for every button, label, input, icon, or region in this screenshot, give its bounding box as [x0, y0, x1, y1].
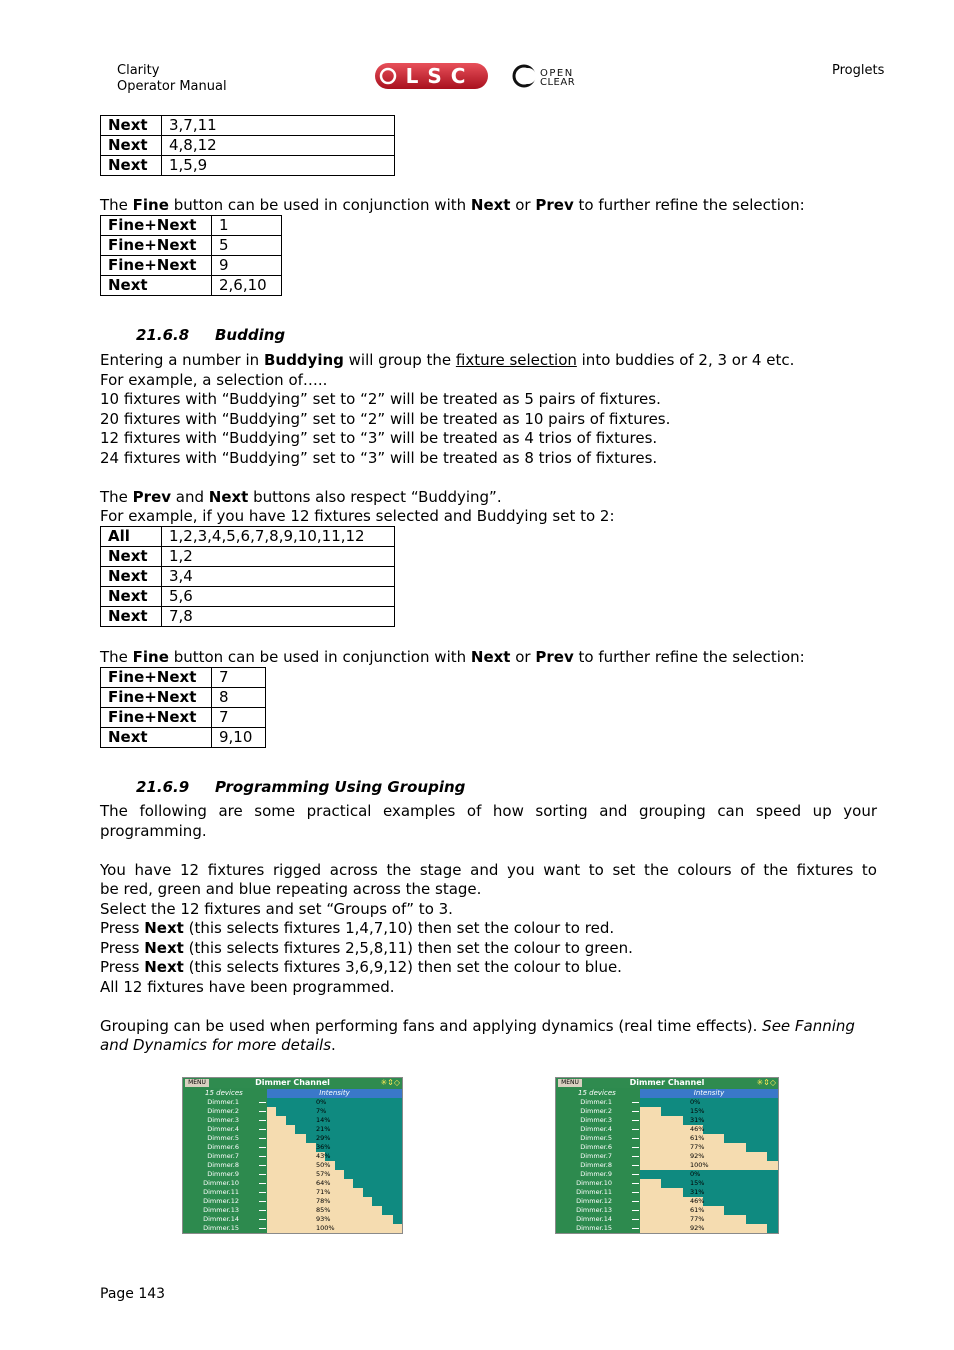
intensity-track [640, 1143, 778, 1152]
intensity-track [267, 1152, 402, 1161]
intensity-value: 77% [690, 1143, 705, 1151]
dimmer-name: Dimmer.10 [203, 1179, 239, 1187]
table-row: All 1,2,3,4,5,6,7,8,9,10,11,12 [101, 527, 395, 547]
programming-text: The following are some practical examples of how sorting and grouping can speed up your programming. You have 12 fixtures rigged across the stage and you want to set the colours of the fixtures to be red, green and blue repeating across the stage. Select the 12 fixtures and set “Groups of” to 3. Press Next (this selects fixtures 1,4,7,10) then set the colour to red. Press Next (this selects fixtures 2,5,8,11) then set the colour to green. Press Next (this selects fixtures 3,6,9,12) then set the colour to blue. All 12 fixtures have been programmed. Grouping can be used when performing fans and applying dynamics (real time effects). See Fanning and Dynamics for more details. [100, 802, 877, 1054]
row-tick [259, 1192, 266, 1193]
page-number: Page 143 [100, 1286, 166, 1302]
dimmer-name: Dimmer.7 [207, 1152, 239, 1160]
intensity-column-header: Intensity [267, 1089, 402, 1098]
menu-button[interactable]: MENU [185, 1079, 209, 1087]
dimmer-name: Dimmer.2 [207, 1107, 239, 1115]
intensity-track [267, 1143, 402, 1152]
toolbar-icons [756, 1079, 776, 1087]
intensity-track [267, 1179, 402, 1188]
menu-button[interactable]: MENU [558, 1079, 582, 1087]
row-tick [632, 1120, 639, 1121]
intensity-column-header: Intensity [640, 1089, 778, 1098]
svg-text:OPEN: OPEN [540, 68, 574, 79]
row-tick [632, 1183, 639, 1184]
intensity-track [267, 1170, 402, 1179]
list-item[interactable] [183, 1134, 402, 1143]
intensity-value: 0% [690, 1170, 701, 1178]
list-item[interactable] [183, 1206, 402, 1215]
row-tick [259, 1147, 266, 1148]
list-item[interactable] [183, 1152, 402, 1161]
sun-icon: ✳ [756, 1078, 764, 1087]
row-tick [632, 1228, 639, 1229]
table-row: Next 1,2 [101, 547, 395, 567]
intensity-value: 0% [690, 1098, 701, 1106]
list-item[interactable] [183, 1107, 402, 1116]
intensity-track [640, 1107, 778, 1116]
intensity-value: 64% [316, 1179, 331, 1187]
dimmer-name: Dimmer.6 [207, 1143, 239, 1151]
list-item[interactable] [183, 1179, 402, 1188]
dimmer-name: Dimmer.4 [207, 1125, 239, 1133]
intensity-value: 57% [316, 1170, 331, 1178]
list-item[interactable] [556, 1224, 778, 1233]
intensity-value: 100% [690, 1161, 709, 1169]
section-heading-budding: 21.6.8 Budding [136, 326, 286, 344]
list-item[interactable] [556, 1215, 778, 1224]
intensity-track [640, 1098, 778, 1107]
row-tick [259, 1111, 266, 1112]
row-tick [259, 1129, 266, 1130]
buddying-fine-next-table [100, 667, 266, 748]
list-item[interactable] [183, 1116, 402, 1125]
list-item[interactable] [183, 1098, 402, 1107]
intensity-value: 31% [690, 1188, 705, 1196]
sun-icon: ✳ [380, 1078, 388, 1087]
header-product: Clarity [117, 63, 160, 78]
dimmer-name: Dimmer.15 [203, 1224, 239, 1232]
list-item[interactable] [556, 1107, 778, 1116]
intensity-value: 0% [316, 1098, 327, 1106]
intensity-track [640, 1188, 778, 1197]
intensity-track [267, 1215, 402, 1224]
intensity-value: 78% [316, 1197, 331, 1205]
intensity-track [640, 1116, 778, 1125]
list-item[interactable] [183, 1125, 402, 1134]
row-tick [632, 1165, 639, 1166]
table-row: Next 3,7,11 [101, 116, 395, 136]
fine-paragraph-2: The Fine button can be used in conjunction with Next or Prev to further refine the selection: [100, 648, 805, 666]
dimmer-name: Dimmer.1 [207, 1098, 239, 1106]
intensity-value: 92% [690, 1152, 705, 1160]
list-item[interactable] [183, 1143, 402, 1152]
fine-paragraph: The Fine button can be used in conjunction with Next or Prev to further refine the selection: [100, 196, 805, 214]
dimmer-name: Dimmer.14 [203, 1215, 239, 1223]
intensity-value: 77% [690, 1215, 705, 1223]
table-row: Fine+Next 8 [101, 688, 266, 708]
intensity-fill [267, 1179, 353, 1188]
intensity-value: 93% [316, 1215, 331, 1223]
dimmer-name: Dimmer.12 [203, 1197, 239, 1205]
row-tick [259, 1201, 266, 1202]
lsc-logo-text: LSC [405, 64, 475, 88]
dimmer-name: Dimmer.3 [207, 1116, 239, 1124]
table-row: Next 9,10 [101, 728, 266, 748]
table-row: Next 7,8 [101, 607, 395, 627]
dimmer-name: Dimmer.9 [580, 1170, 612, 1178]
row-tick [632, 1138, 639, 1139]
intensity-fill [267, 1188, 363, 1197]
intensity-track [267, 1161, 402, 1170]
row-tick [632, 1147, 639, 1148]
row-tick [259, 1210, 266, 1211]
list-item[interactable] [183, 1170, 402, 1179]
screen-title: Dimmer Channel [183, 1078, 402, 1088]
dimmer-name: Dimmer.5 [580, 1134, 612, 1142]
intensity-value: 61% [690, 1206, 705, 1214]
intensity-track [640, 1179, 778, 1188]
list-item[interactable] [556, 1179, 778, 1188]
table-row: Next 1,5,9 [101, 156, 395, 176]
section-heading-programming: 21.6.9 Programming Using Grouping [136, 778, 466, 796]
list-item[interactable] [556, 1125, 778, 1134]
up-down-icon: ⇕ [763, 1078, 770, 1087]
intensity-value: 36% [316, 1143, 331, 1151]
intensity-value: 61% [690, 1134, 705, 1142]
intensity-track [267, 1197, 402, 1206]
dimmer-name: Dimmer.7 [580, 1152, 612, 1160]
table-row: Fine+Next 5 [101, 236, 282, 256]
dimmer-name: Dimmer.14 [576, 1215, 612, 1223]
table-row: Fine+Next 7 [101, 668, 266, 688]
dimmer-name: Dimmer.3 [580, 1116, 612, 1124]
list-item[interactable] [556, 1161, 778, 1170]
list-item[interactable] [556, 1188, 778, 1197]
intensity-value: 71% [316, 1188, 331, 1196]
row-tick [632, 1210, 639, 1211]
intensity-value: 15% [690, 1107, 705, 1115]
row-tick [632, 1102, 639, 1103]
intensity-value: 85% [316, 1206, 331, 1214]
intensity-track [267, 1107, 402, 1116]
svg-text:CLEAR: CLEAR [540, 77, 576, 88]
dimmer-name: Dimmer.11 [203, 1188, 239, 1196]
dimmer-name: Dimmer.2 [580, 1107, 612, 1115]
intensity-value: 21% [316, 1125, 331, 1133]
intensity-track [267, 1224, 402, 1233]
intensity-track [640, 1224, 778, 1233]
fixture-selection-link[interactable]: fixture selection [455, 351, 577, 369]
intensity-value: 15% [690, 1179, 705, 1187]
list-item[interactable] [183, 1197, 402, 1206]
row-tick [259, 1120, 266, 1121]
row-tick [632, 1219, 639, 1220]
intensity-value: 29% [316, 1134, 331, 1142]
row-tick [259, 1102, 266, 1103]
dimmer-name: Dimmer.13 [576, 1206, 612, 1214]
list-item[interactable] [556, 1098, 778, 1107]
row-tick [259, 1183, 266, 1184]
intensity-value: 92% [690, 1224, 705, 1232]
row-tick [632, 1201, 639, 1202]
intensity-track [267, 1098, 402, 1107]
intensity-value: 50% [316, 1161, 331, 1169]
list-item[interactable] [556, 1116, 778, 1125]
row-tick [632, 1129, 639, 1130]
device-count: 15 devices [205, 1089, 243, 1097]
dimmer-name: Dimmer.6 [580, 1143, 612, 1151]
intensity-track [267, 1206, 402, 1215]
row-tick [632, 1174, 639, 1175]
header-manual: Operator Manual [117, 79, 227, 94]
intensity-value: 46% [690, 1125, 705, 1133]
list-item[interactable] [183, 1224, 402, 1233]
intensity-track [640, 1215, 778, 1224]
row-tick [632, 1192, 639, 1193]
table-row: Next 3,4 [101, 567, 395, 587]
list-item[interactable] [556, 1134, 778, 1143]
intensity-fill [267, 1143, 316, 1152]
row-tick [259, 1165, 266, 1166]
dimmer-name: Dimmer.5 [207, 1134, 239, 1142]
list-item[interactable] [183, 1161, 402, 1170]
intensity-fill [640, 1206, 724, 1215]
list-item[interactable] [556, 1143, 778, 1152]
intensity-track [640, 1170, 778, 1179]
device-count: 15 devices [578, 1089, 616, 1097]
table-row: Next 4,8,12 [101, 136, 395, 156]
intensity-value: 31% [690, 1116, 705, 1124]
intensity-track [267, 1188, 402, 1197]
intensity-fill [267, 1134, 306, 1143]
list-item[interactable] [556, 1197, 778, 1206]
list-item[interactable] [183, 1215, 402, 1224]
intensity-fill [640, 1134, 724, 1143]
dimmer-channel-screenshot-1 [182, 1077, 403, 1234]
table-row: Fine+Next 9 [101, 256, 282, 276]
intensity-fill [267, 1116, 286, 1125]
intensity-track [640, 1152, 778, 1161]
next-table-groups [100, 115, 395, 176]
budding-intro: Entering a number in Buddying will group the fixture selection into buddies of 2, 3 or 4 etc. [100, 351, 795, 369]
row-tick [259, 1228, 266, 1229]
dimmer-rows [556, 1098, 778, 1233]
header-left [117, 63, 227, 95]
dimmer-rows [183, 1098, 402, 1233]
intensity-track [267, 1116, 402, 1125]
intensity-value: 46% [690, 1197, 705, 1205]
table-row: Fine+Next 7 [101, 708, 266, 728]
buddying-next-table [100, 526, 395, 627]
header-section: Proglets [832, 63, 885, 78]
intensity-track [640, 1125, 778, 1134]
intensity-fill [640, 1107, 661, 1116]
budding-text: Entering a number in Buddying will group the fixture selection into buddies of 2, 3 or 4 etc. For example, a selection of….. 10 fixtures with “Buddying” set to “2” will be treated as 5 pairs of fixtures. 20 fixtures with “Buddying” set to “2” will be treated as 10 pairs of fixtures. 12 fixtures with “Buddying” set to “3” will be treated as 4 trios of fixtures. 24 fixtures with “Buddying” set to “3” will be treated as 8 trios of fixtures. The Prev and Next buttons also respect “Buddying”. For example, if you have 12 fixtures selected and Buddying set to 2: [100, 351, 890, 527]
list-item[interactable] [556, 1152, 778, 1161]
intensity-fill [640, 1161, 778, 1170]
toolbar-icons [380, 1079, 400, 1087]
dimmer-name: Dimmer.1 [580, 1098, 612, 1106]
row-tick [259, 1138, 266, 1139]
chevron-icon: ◇ [393, 1078, 400, 1087]
dimmer-name: Dimmer.10 [576, 1179, 612, 1187]
dimmer-name: Dimmer.12 [576, 1197, 612, 1205]
dimmer-channel-screenshot-2 [555, 1077, 779, 1234]
row-tick [259, 1156, 266, 1157]
intensity-track [267, 1125, 402, 1134]
table-row: Next 2,6,10 [101, 276, 282, 296]
intensity-track [640, 1134, 778, 1143]
table-row: Fine+Next 1 [101, 216, 282, 236]
intensity-track [640, 1197, 778, 1206]
intensity-value: 100% [316, 1224, 335, 1232]
intensity-track [267, 1134, 402, 1143]
intensity-fill [640, 1188, 683, 1197]
list-item[interactable] [556, 1206, 778, 1215]
dimmer-name: Dimmer.13 [203, 1206, 239, 1214]
chevron-icon: ◇ [769, 1078, 776, 1087]
intensity-fill [640, 1179, 661, 1188]
dimmer-name: Dimmer.15 [576, 1224, 612, 1232]
list-item[interactable] [183, 1188, 402, 1197]
screen-title: Dimmer Channel [556, 1078, 778, 1088]
intensity-fill [267, 1125, 295, 1134]
intensity-track [640, 1161, 778, 1170]
intensity-fill [267, 1170, 344, 1179]
row-tick [632, 1111, 639, 1112]
lsc-logo [374, 62, 489, 90]
dimmer-name: Dimmer.11 [576, 1188, 612, 1196]
intensity-fill [640, 1116, 683, 1125]
fine-next-table-groups [100, 215, 282, 296]
row-tick [632, 1156, 639, 1157]
up-down-icon: ⇕ [387, 1078, 394, 1087]
row-tick [259, 1174, 266, 1175]
dimmer-name: Dimmer.4 [580, 1125, 612, 1133]
intensity-value: 7% [316, 1107, 327, 1115]
dimmer-name: Dimmer.8 [580, 1161, 612, 1169]
row-tick [259, 1219, 266, 1220]
table-row: Next 5,6 [101, 587, 395, 607]
intensity-fill [267, 1107, 276, 1116]
dimmer-name: Dimmer.9 [207, 1170, 239, 1178]
list-item[interactable] [556, 1170, 778, 1179]
openclear-logo [510, 64, 610, 90]
intensity-value: 43% [316, 1152, 331, 1160]
intensity-value: 14% [316, 1116, 331, 1124]
dimmer-name: Dimmer.8 [207, 1161, 239, 1169]
intensity-track [640, 1206, 778, 1215]
